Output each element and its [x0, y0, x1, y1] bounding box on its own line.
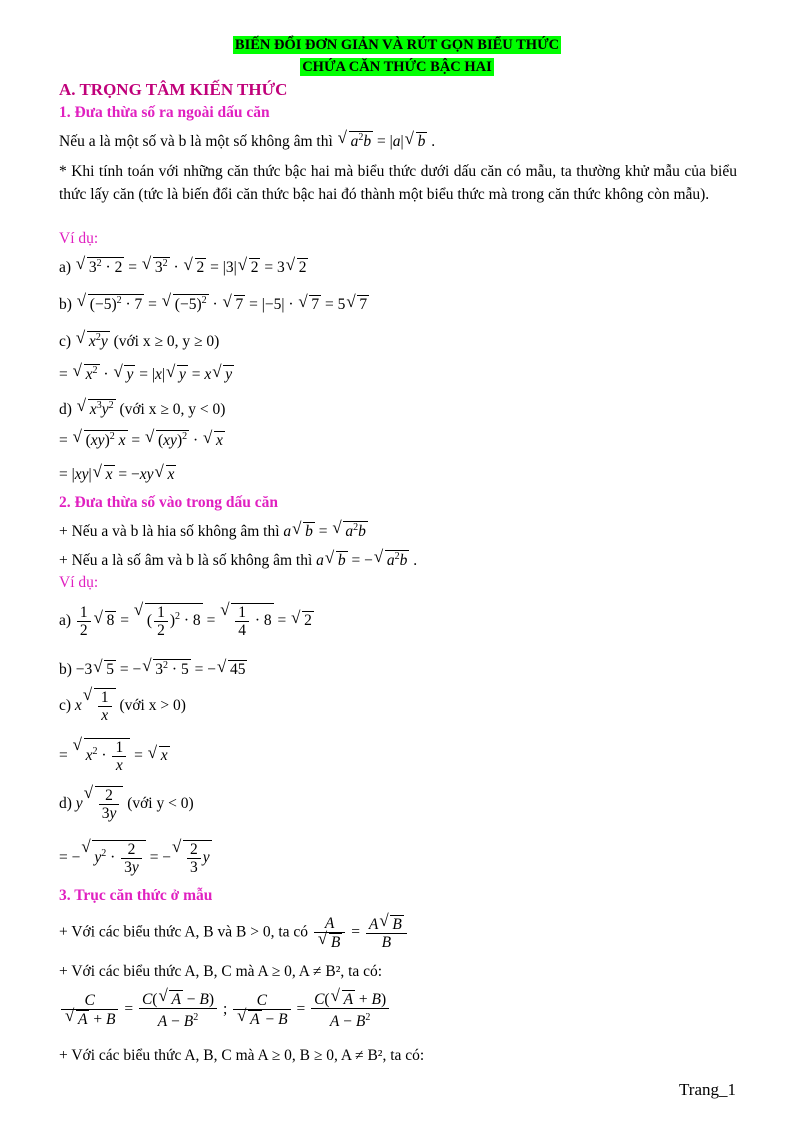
- subsection-3-heading: 3. Trục căn thức ở mẫu: [59, 887, 213, 904]
- rule-3c: + Với các biểu thức A, B, C mà A ≥ 0, B ≥ 0, A ≠ B², ta có:: [59, 1047, 425, 1064]
- section-a-heading: A. TRỌNG TÂM KIẾN THỨC: [59, 80, 288, 99]
- example-1b: b) √ $(-5)^2 \cdot 7$ = √ $(-5)^2$ · √ 7 = |−5| · √ 7 = 5√ 7: [59, 294, 369, 314]
- example-2b: b) −3√ 5 = −√ $3^2 \cdot 5$ = −√ 45: [59, 659, 247, 679]
- example-1a: a) √ $3^2 \cdot 2$ = √ $3^2$ · √ 2 = |3|√ 2 = 3√ 2: [59, 257, 308, 277]
- example-2d: d) y √ $\frac{2}{3y}$ (với y < 0): [59, 786, 194, 822]
- example-label-1: Ví dụ:: [59, 230, 99, 247]
- rule-2b: + Nếu a là số âm và b là số không âm thì a√ b = −√ $a^2b$ .: [59, 550, 417, 570]
- example-1c: c) √ $x^2y$ (với x ≥ 0, y ≥ 0): [59, 331, 219, 351]
- note-paragraph: * Khi tính toán với những căn thức bậc hai mà biểu thức dưới dấu căn có mẫu, ta thường khử mẫu của biểu thức lấy căn (tức là biến đổi căn thức bậc hai đó thành một biểu thức mà trong căn thức không còn mẫu).: [59, 163, 737, 203]
- formula-rule-1: √ $a^2b = |a|√$ b .: [337, 133, 435, 150]
- example-2c: c) x √ $\frac{1}{x}$ (với x > 0): [59, 688, 186, 724]
- example-1d-work-2: = |xy|√ x = −xy√ x: [59, 465, 176, 484]
- example-2d-work: = −√ $y^2$ · $\frac{2}{3y}$ = − √ $\frac{2}{3}$ y: [59, 840, 212, 876]
- title-line-1: BIẾN ĐỔI ĐƠN GIẢN VÀ RÚT GỌN BIỂU THỨC: [234, 37, 560, 53]
- rule-2a: + Nếu a và b là hia số không âm thì a√ b = √ $a^2b$: [59, 521, 368, 541]
- example-1d-work-1: = √ (xy)$^2$ x = √ (xy)$^2$ · √ x: [59, 430, 225, 450]
- subsection-2-heading: 2. Đưa thừa số vào trong dấu căn: [59, 494, 278, 511]
- example-2a: a) $\frac{1}{2}$ √ 8 = √ ( $\frac{1}{2}$ )$^2$ · 8 = √ $\frac{1}{4}$ · 8 = √ 2: [59, 603, 314, 639]
- rule-3a: + Với các biểu thức A, B và B > 0, ta có A √ B = $\frac{A√ B}{B}$: [59, 915, 409, 951]
- subsection-1-heading: 1. Đưa thừa số ra ngoài dấu căn: [59, 104, 270, 121]
- rule-1: Nếu a là một số và b là một số không âm thì √ $a^2b = |a|√$ b .: [59, 131, 435, 151]
- rule-3b-formula: C √ A + B = $\frac{C(√ A - B)}{A - B^2}$ ; C √ A − B = $\frac{C(√ A + B)}{A - B^2}$: [59, 990, 391, 1030]
- example-2c-work: = √ $x^2$ · $\frac{1}{x}$ = √ x: [59, 738, 170, 774]
- example-1d: d) √ $x^3y^2$ (với x ≥ 0, y < 0): [59, 399, 225, 419]
- page-footer: Trang_1: [679, 1080, 736, 1099]
- example-label-2: Ví dụ:: [59, 574, 99, 591]
- rule-3b: + Với các biểu thức A, B, C mà A ≥ 0, A ≠ B², ta có:: [59, 963, 383, 980]
- example-1c-work: = √ $x^2$ · √ y = |x|√ y = x√ y: [59, 364, 234, 384]
- title-line-2: CHỨA CĂN THỨC BẬC HAI: [302, 59, 492, 75]
